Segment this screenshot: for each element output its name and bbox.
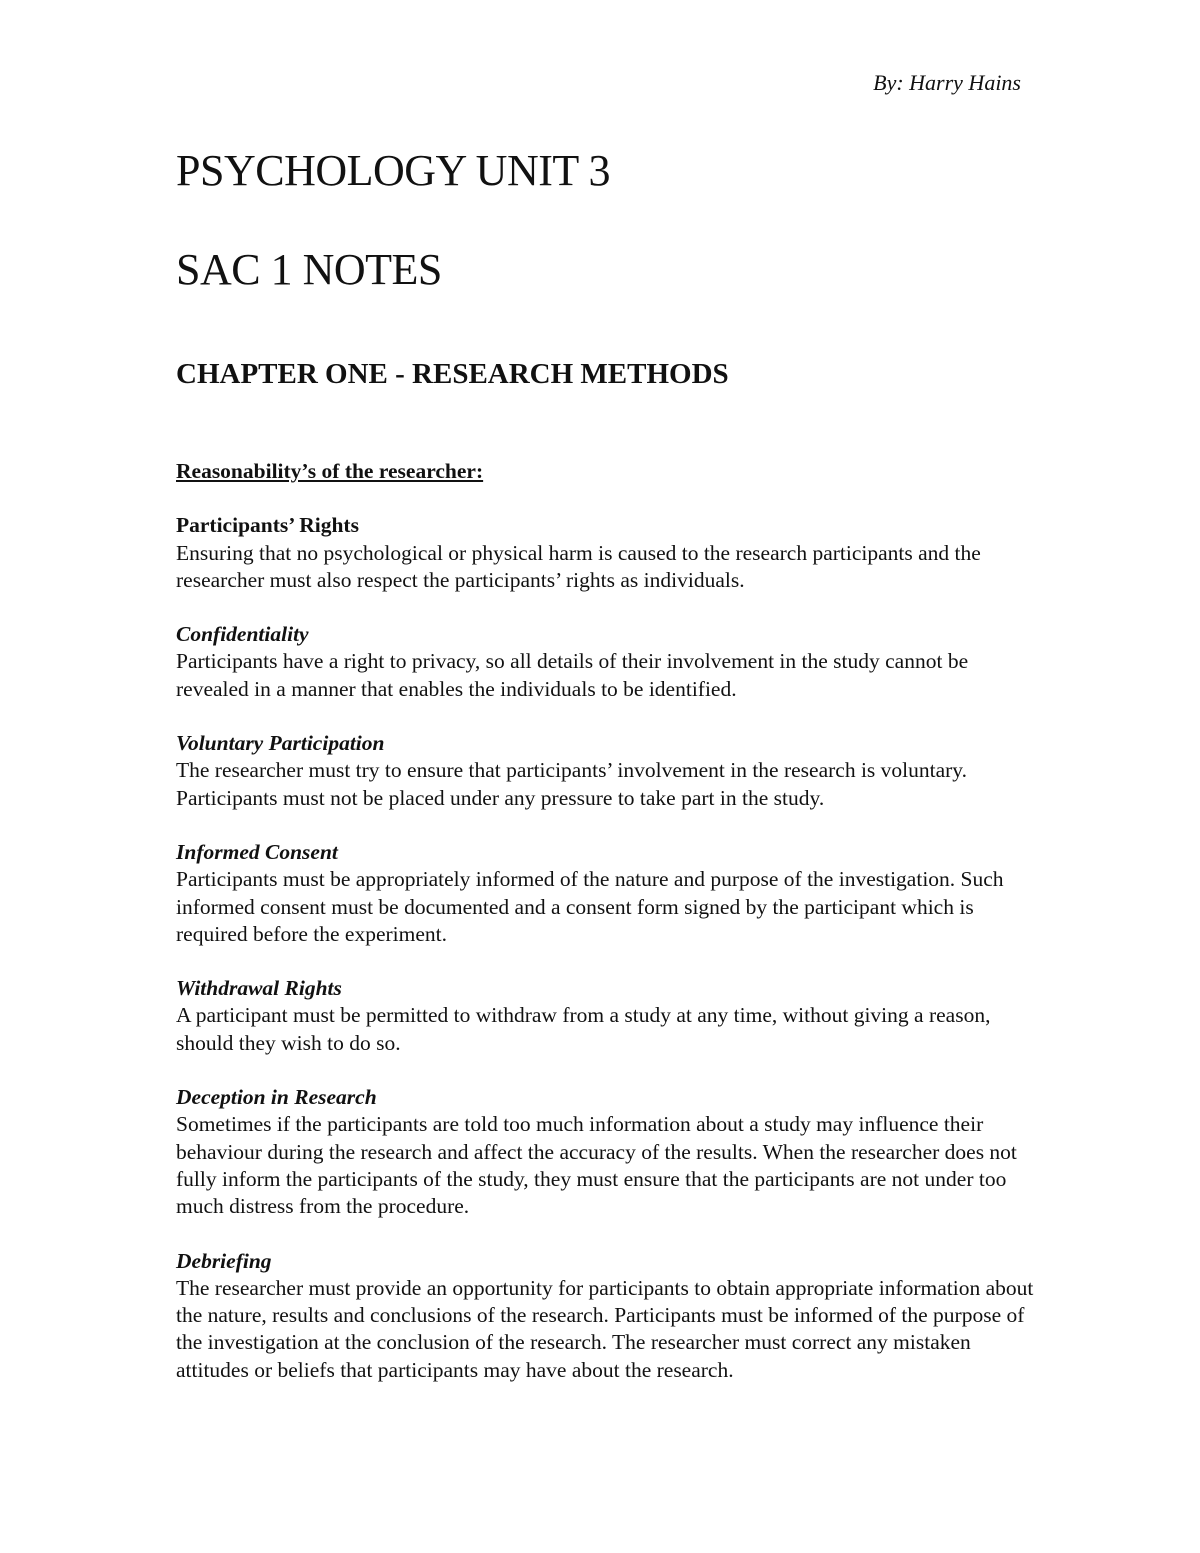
section-title: Debriefing [176,1248,272,1273]
section-body: Participants have a right to privacy, so all details of their involvement in the study cannot be revealed in a manner that enables the individuals to be identified. [176,649,969,701]
section-confidentiality [176,621,1036,703]
notes-content [176,458,1036,1411]
author-byline: By: Harry Hains [873,70,1021,95]
section-title: Participants’ Rights [176,513,359,538]
section-body: Ensuring that no psychological or physical harm is caused to the research participants and the researcher must also respect the participants’ rights as individuals. [176,540,981,592]
section-body: The researcher must try to ensure that participants’ involvement in the research is voluntary. Participants must not be placed under any pressure to take part in the study. [176,758,968,810]
section-informed-consent [176,839,1036,948]
section-body: The researcher must provide an opportunity for participants to obtain appropriate information about the nature, results and conclusions of the research. Participants must be informed of the purpose of the investigation at the conclusion of the research. The researcher must correct any mistaken attitudes or beliefs that participants may have about the research. [176,1275,1034,1382]
chapter-heading: CHAPTER ONE - RESEARCH METHODS [176,358,729,390]
section-body: A participant must be permitted to withdraw from a study at any time, without giving a reason, should they wish to do so. [176,1003,991,1055]
section-title: Withdrawal Rights [176,976,342,1001]
section-withdrawal-rights [176,975,1036,1057]
section-title: Informed Consent [176,839,338,864]
section-title: Deception in Research [176,1085,377,1110]
section-deception-in-research [176,1084,1036,1220]
section-debriefing [176,1248,1036,1384]
section-subheading: Reasonability’s of the researcher: [176,459,484,483]
section-voluntary-participation [176,730,1036,812]
document-title: PSYCHOLOGY UNIT 3 [176,146,610,195]
section-title: Confidentiality [176,622,309,647]
section-body: Sometimes if the participants are told too much information about a study may influence their behaviour during the research and affect the accuracy of the results. When the researcher does not fully inform the participants of the study, they must ensure that the participants are not under too much distress from the procedure. [176,1112,1017,1219]
document-subtitle: SAC 1 NOTES [176,245,442,294]
section-body: Participants must be appropriately informed of the nature and purpose of the investigation. Such informed consent must be documented and a consent form signed by the participant which is required before the experiment. [176,867,1004,946]
section-participants-rights [176,512,1036,594]
section-title: Voluntary Participation [176,731,385,756]
